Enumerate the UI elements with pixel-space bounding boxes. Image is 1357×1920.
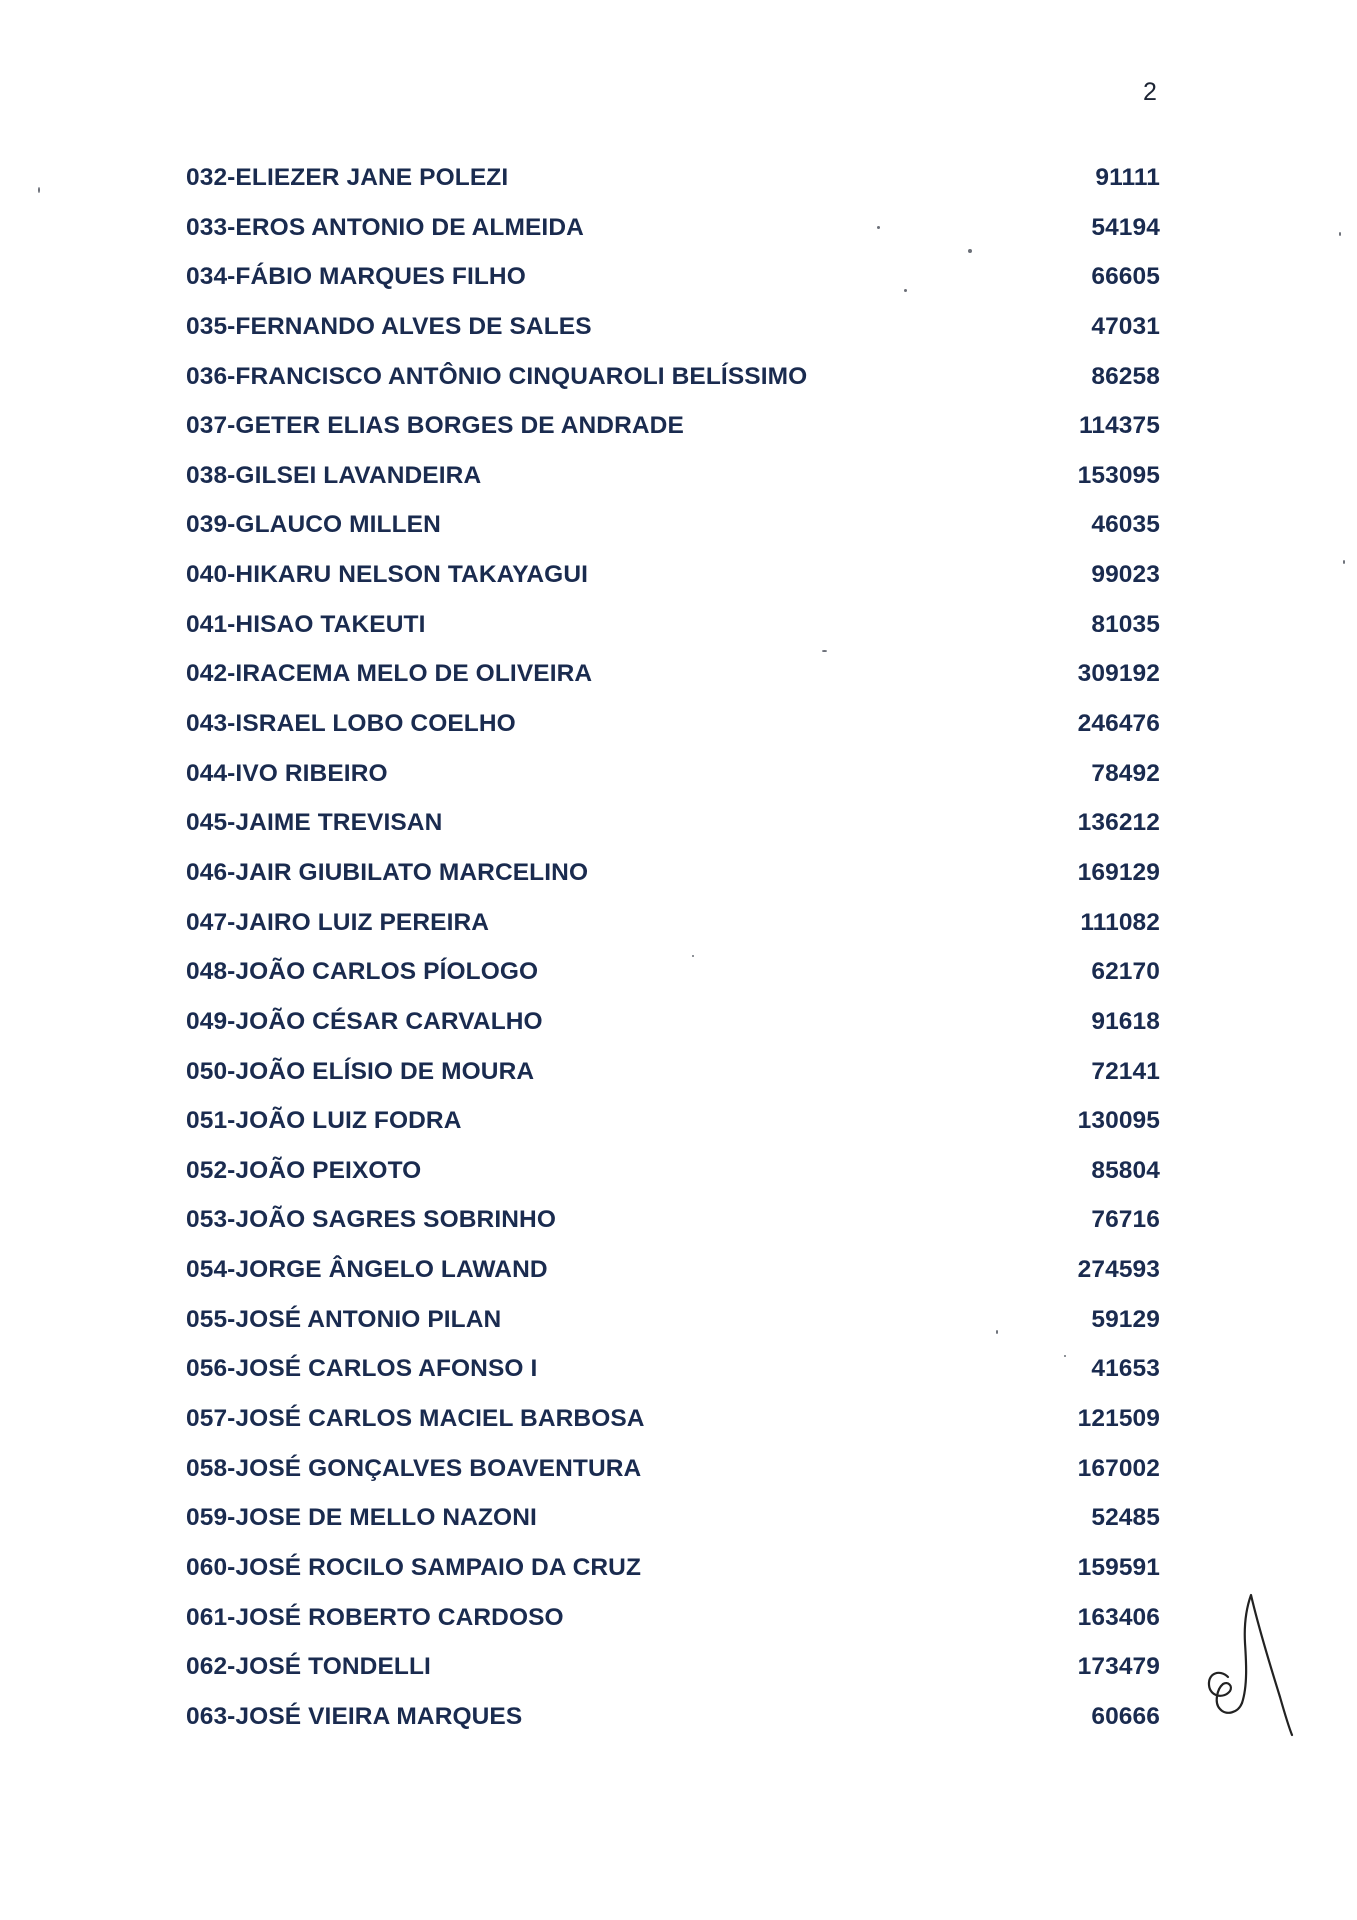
scan-speck bbox=[968, 249, 972, 253]
entry-value: 91618 bbox=[1091, 1007, 1160, 1035]
list-item bbox=[186, 649, 1160, 699]
entry-name: 032-ELIEZER JANE POLEZI bbox=[186, 164, 509, 191]
entry-name: 043-ISRAEL LOBO COELHO bbox=[186, 710, 516, 738]
entry-value: 167002 bbox=[1077, 1454, 1160, 1482]
list-item bbox=[186, 798, 1160, 848]
entry-value: 153095 bbox=[1077, 461, 1160, 489]
entry-value: 130095 bbox=[1077, 1107, 1160, 1135]
entry-name: 038-GILSEI LAVANDEIRA bbox=[186, 461, 482, 489]
entry-value: 246476 bbox=[1077, 710, 1160, 738]
entry-name: 035-FERNANDO ALVES DE SALES bbox=[186, 312, 592, 340]
list-item bbox=[186, 997, 1160, 1047]
list-item bbox=[186, 749, 1160, 799]
entry-name: 062-JOSÉ TONDELLI bbox=[186, 1653, 431, 1681]
entry-value: 62170 bbox=[1091, 958, 1160, 986]
list-item bbox=[186, 500, 1160, 550]
entry-name: 048-JOÃO CARLOS PÍOLOGO bbox=[186, 958, 539, 986]
entry-name: 052-JOÃO PEIXOTO bbox=[186, 1156, 422, 1184]
entry-value: 99023 bbox=[1091, 561, 1160, 589]
entry-value: 111082 bbox=[1080, 908, 1160, 936]
scan-speck bbox=[904, 289, 907, 292]
list-item bbox=[186, 1543, 1160, 1593]
list-item bbox=[186, 1245, 1160, 1295]
signature-icon bbox=[1200, 1585, 1300, 1745]
entry-value: 76716 bbox=[1091, 1206, 1160, 1234]
entry-value: 173479 bbox=[1077, 1653, 1160, 1681]
list-item bbox=[186, 1146, 1160, 1196]
entry-name: 054-JORGE ÂNGELO LAWAND bbox=[186, 1256, 548, 1284]
entry-value: 91111 bbox=[1095, 164, 1160, 191]
list-item bbox=[186, 451, 1160, 501]
list-item bbox=[186, 550, 1160, 600]
entry-value: 72141 bbox=[1091, 1057, 1160, 1085]
entry-value: 78492 bbox=[1091, 759, 1160, 787]
entry-value: 159591 bbox=[1077, 1553, 1160, 1581]
entry-name: 036-FRANCISCO ANTÔNIO CINQUAROLI BELÍSSIMO bbox=[186, 362, 808, 390]
list-item bbox=[186, 1692, 1160, 1742]
entry-value: 136212 bbox=[1077, 809, 1160, 837]
entry-value: 86258 bbox=[1091, 362, 1160, 390]
entry-name: 045-JAIME TREVISAN bbox=[186, 809, 443, 837]
list-item bbox=[186, 898, 1160, 948]
entry-name: 041-HISAO TAKEUTI bbox=[186, 610, 426, 638]
list-item bbox=[186, 1394, 1160, 1444]
list-item bbox=[186, 401, 1160, 451]
list-item bbox=[186, 352, 1160, 402]
list-item bbox=[186, 1195, 1160, 1245]
entry-name: 033-EROS ANTONIO DE ALMEIDA bbox=[186, 213, 584, 241]
entry-value: 163406 bbox=[1077, 1603, 1160, 1631]
list-item bbox=[186, 252, 1160, 302]
list-item bbox=[186, 153, 1160, 203]
entry-name: 039-GLAUCO MILLEN bbox=[186, 511, 441, 539]
entry-value: 169129 bbox=[1077, 858, 1160, 886]
roster-list bbox=[186, 153, 1160, 1742]
entry-value: 41653 bbox=[1091, 1355, 1160, 1383]
entry-value: 81035 bbox=[1091, 610, 1160, 638]
scan-speck bbox=[877, 226, 880, 229]
list-item bbox=[186, 1444, 1160, 1494]
entry-name: 046-JAIR GIUBILATO MARCELINO bbox=[186, 858, 589, 886]
entry-value: 121509 bbox=[1077, 1405, 1160, 1433]
entry-name: 034-FÁBIO MARQUES FILHO bbox=[186, 263, 526, 291]
list-item bbox=[186, 848, 1160, 898]
scan-speck bbox=[1339, 232, 1341, 236]
entry-name: 042-IRACEMA MELO DE OLIVEIRA bbox=[186, 660, 593, 688]
entry-value: 66605 bbox=[1091, 263, 1160, 291]
scan-speck bbox=[692, 955, 694, 957]
entry-name: 040-HIKARU NELSON TAKAYAGUI bbox=[186, 561, 589, 589]
entry-value: 59129 bbox=[1091, 1305, 1160, 1333]
entry-value: 309192 bbox=[1077, 660, 1160, 688]
entry-name: 051-JOÃO LUIZ FODRA bbox=[186, 1107, 462, 1135]
list-item bbox=[186, 1642, 1160, 1692]
list-item bbox=[186, 1047, 1160, 1097]
entry-name: 059-JOSE DE MELLO NAZONI bbox=[186, 1504, 537, 1532]
scan-speck bbox=[38, 187, 40, 193]
list-item bbox=[186, 302, 1160, 352]
entry-name: 058-JOSÉ GONÇALVES BOAVENTURA bbox=[186, 1454, 642, 1482]
list-item bbox=[186, 1344, 1160, 1394]
page-number: 2 bbox=[1143, 78, 1157, 106]
entry-name: 063-JOSÉ VIEIRA MARQUES bbox=[186, 1702, 523, 1730]
entry-value: 46035 bbox=[1091, 511, 1160, 539]
entry-value: 54194 bbox=[1091, 213, 1160, 241]
list-item bbox=[186, 1593, 1160, 1643]
entry-name: 037-GETER ELIAS BORGES DE ANDRADE bbox=[186, 412, 684, 440]
entry-name: 060-JOSÉ ROCILO SAMPAIO DA CRUZ bbox=[186, 1553, 642, 1581]
list-item bbox=[186, 947, 1160, 997]
scan-speck bbox=[1064, 1355, 1066, 1357]
list-item bbox=[186, 600, 1160, 650]
scan-speck bbox=[1343, 560, 1345, 564]
entry-name: 053-JOÃO SAGRES SOBRINHO bbox=[186, 1206, 556, 1234]
entry-value: 85804 bbox=[1091, 1156, 1160, 1184]
entry-name: 044-IVO RIBEIRO bbox=[186, 759, 388, 787]
list-item bbox=[186, 699, 1160, 749]
list-item bbox=[186, 1295, 1160, 1345]
entry-name: 050-JOÃO ELÍSIO DE MOURA bbox=[186, 1057, 535, 1085]
entry-name: 061-JOSÉ ROBERTO CARDOSO bbox=[186, 1603, 564, 1631]
entry-value: 60666 bbox=[1091, 1702, 1160, 1730]
entry-name: 047-JAIRO LUIZ PEREIRA bbox=[186, 908, 490, 936]
list-item bbox=[186, 203, 1160, 253]
entry-name: 057-JOSÉ CARLOS MACIEL BARBOSA bbox=[186, 1405, 645, 1433]
entry-name: 056-JOSÉ CARLOS AFONSO I bbox=[186, 1355, 538, 1383]
list-item bbox=[186, 1493, 1160, 1543]
scan-speck bbox=[822, 650, 827, 652]
entry-name: 055-JOSÉ ANTONIO PILAN bbox=[186, 1305, 502, 1333]
entry-value: 47031 bbox=[1091, 312, 1160, 340]
scan-speck bbox=[996, 1330, 998, 1334]
list-item bbox=[186, 1096, 1160, 1146]
entry-value: 274593 bbox=[1077, 1256, 1160, 1284]
entry-name: 049-JOÃO CÉSAR CARVALHO bbox=[186, 1007, 543, 1035]
entry-value: 52485 bbox=[1091, 1504, 1160, 1532]
entry-value: 114375 bbox=[1078, 412, 1160, 440]
